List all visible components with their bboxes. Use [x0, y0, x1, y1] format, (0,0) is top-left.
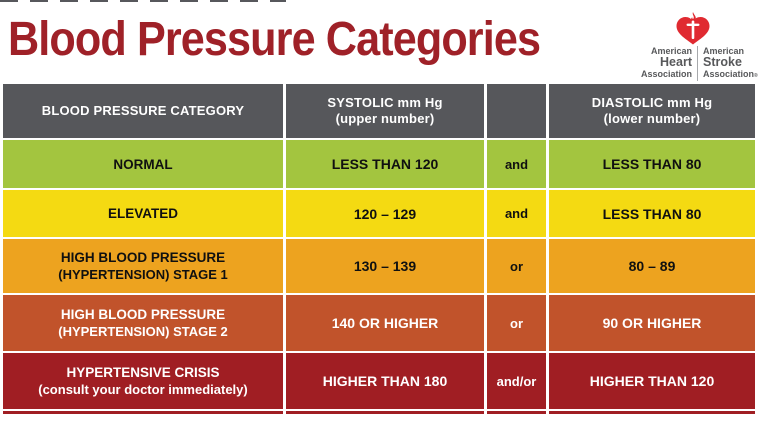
header-category-label: BLOOD PRESSURE CATEGORY [41, 103, 245, 118]
crisis-connector-cell: and/or [487, 353, 546, 409]
logo-wordmark [628, 46, 758, 81]
category-label: HIGH BLOOD PRESSURE [60, 250, 226, 265]
cropped-bar-segment [3, 411, 283, 414]
stage1-connector-cell: or [487, 239, 546, 293]
category-sublabel: (consult your doctor immediately) [38, 382, 248, 397]
header-diastolic-line2: (lower number) [603, 111, 701, 126]
logo-text-line [703, 69, 758, 81]
elevated-systolic-cell: 120 – 129 [286, 190, 484, 237]
normal-category-cell [3, 140, 283, 188]
page-title: Blood Pressure Categories [8, 13, 541, 66]
cropped-bar-segment [487, 411, 546, 414]
category-label: ELEVATED [107, 206, 178, 221]
category-sublabel: (HYPERTENSION) STAGE 2 [58, 324, 228, 339]
category-sublabel: (HYPERTENSION) STAGE 1 [58, 267, 228, 282]
stage2-diastolic-cell: 90 OR HIGHER [549, 295, 755, 351]
header-systolic-line1: SYSTOLIC mm Hg [327, 95, 443, 110]
logo-text-line: American [703, 46, 745, 56]
header-cell-connector [487, 84, 546, 138]
logo-text-line: Stroke [703, 55, 742, 69]
header-systolic-line2: (upper number) [335, 111, 435, 126]
stage2-category-cell [3, 295, 283, 351]
cropped-top-bar-remnant [0, 0, 286, 2]
aha-asa-logo [628, 8, 758, 80]
heart-torch-icon [673, 8, 713, 51]
normal-diastolic-cell: LESS THAN 80 [549, 140, 755, 188]
header-diastolic-line1: DIASTOLIC mm Hg [591, 95, 713, 110]
category-label: HYPERTENSIVE CRISIS [66, 365, 220, 380]
cropped-bottom-bar-remnant [3, 411, 755, 414]
crisis-systolic-cell: HIGHER THAN 180 [286, 353, 484, 409]
elevated-category-cell [3, 190, 283, 237]
stage2-systolic-cell: 140 OR HIGHER [286, 295, 484, 351]
blood-pressure-table [3, 84, 755, 409]
category-label: NORMAL [113, 156, 173, 172]
stage1-diastolic-cell: 80 – 89 [549, 239, 755, 293]
category-label: HIGH BLOOD PRESSURE [60, 307, 226, 322]
logo-text-line: American [650, 46, 692, 56]
crisis-category-cell [3, 353, 283, 409]
cropped-bar-segment [286, 411, 484, 414]
normal-systolic-cell: LESS THAN 120 [286, 140, 484, 188]
header-cell-category [3, 84, 283, 138]
elevated-connector-cell: and [487, 190, 546, 237]
logo-text-line: Association [640, 69, 692, 79]
stage1-systolic-cell: 130 – 139 [286, 239, 484, 293]
crisis-diastolic-cell: HIGHER THAN 120 [549, 353, 755, 409]
header-cell-systolic [286, 84, 484, 138]
cropped-bar-segment [549, 411, 755, 414]
logo-text-line: Heart [660, 55, 692, 69]
american-stroke-association-wordmark [697, 46, 758, 81]
stage2-connector-cell: or [487, 295, 546, 351]
logo-text-line: Association [703, 69, 755, 79]
registered-mark: ® [754, 73, 758, 79]
elevated-diastolic-cell: LESS THAN 80 [549, 190, 755, 237]
american-heart-association-wordmark [628, 46, 697, 81]
normal-connector-cell: and [487, 140, 546, 188]
stage1-category-cell [3, 239, 283, 293]
header-cell-diastolic [549, 84, 755, 138]
